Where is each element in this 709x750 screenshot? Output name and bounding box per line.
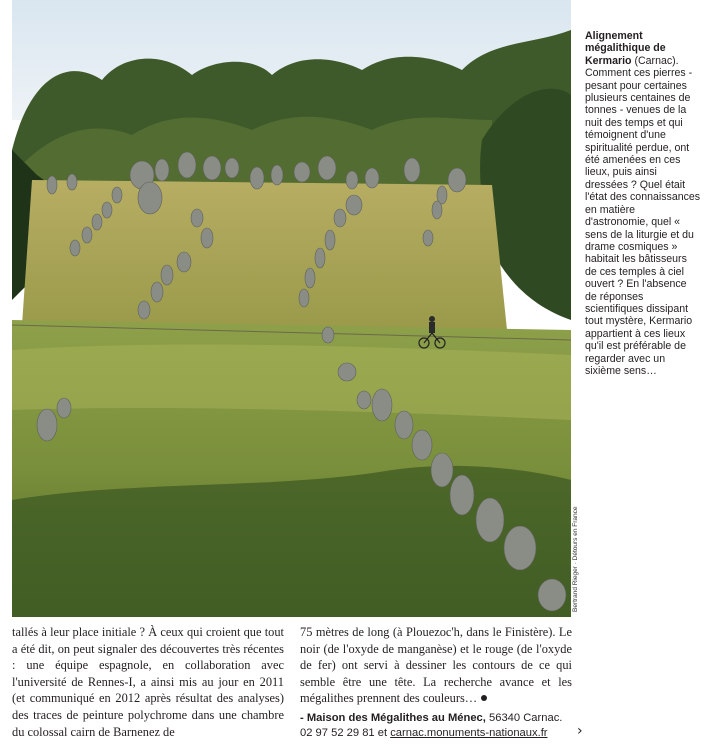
photo-illustration: [12, 0, 571, 617]
source-phone: 02 97 52 29 81 et: [300, 726, 388, 739]
photo-credit: [572, 506, 580, 722]
source-address: 56340 Carnac.: [489, 711, 563, 724]
photo-kermario-alignment: [12, 0, 571, 617]
caption-title: Alignement mégalithique de Kermario: [585, 30, 666, 67]
chevron-right-icon[interactable]: ›: [577, 723, 583, 739]
article-column-right: [300, 624, 572, 740]
article-right-text: 75 mètres de long (à Plouezoc'h, dans le Finistère). Le noir (de l'oxyde de manganèse) et le rouge (de l'oxyde de fer) ont servi à dessiner les contours de ce qui semble être une tête. La recherche avance et les mégalithes prennent des couleurs…: [300, 625, 572, 706]
photo-credit-text: Bertrand Rieger · Détours en France: [572, 506, 579, 612]
article-left-text: tallés à leur place initiale ? À ceux qui croient que tout a été dit, on peut signaler des découvertes très récentes : une équipe espagnole, en collaboration avec l'université de Rennes-I, a ainsi mis au jour en 2011 (et communiqué en 2012 après résultat des analyses) des traces de peinture polychrome dans une chambre du colossal cairn de Barnenez de: [12, 625, 284, 739]
source-name: - Maison des Mégalithes au Ménec,: [300, 711, 486, 724]
source-url-link[interactable]: carnac.monuments-nationaux.fr: [390, 726, 548, 739]
source-info: [300, 711, 572, 740]
photo-caption: [585, 30, 701, 377]
article-column-left: [12, 624, 284, 740]
caption-text: (Carnac). Comment ces pierres - pesant pour certaines plusieurs centaines de tonnes - venues de la nuit des temps et qui témoignent d'une spiritualité perdue, ont été amenées en ces lieux, puis ainsi dressées ? Quel était l'état des connaissances en matière d'astronomie, quel « sens de la liturgie et du drame cosmiques » habitait les bâtisseurs de ces temples à ciel ouvert ? En l'absence de réponses scientifiques dissipant tout mystère, Kermario appartient à ces lieux qu'il est préférable de regarder avec un sixième sens…: [585, 54, 701, 377]
end-of-article-mark: [481, 695, 487, 701]
